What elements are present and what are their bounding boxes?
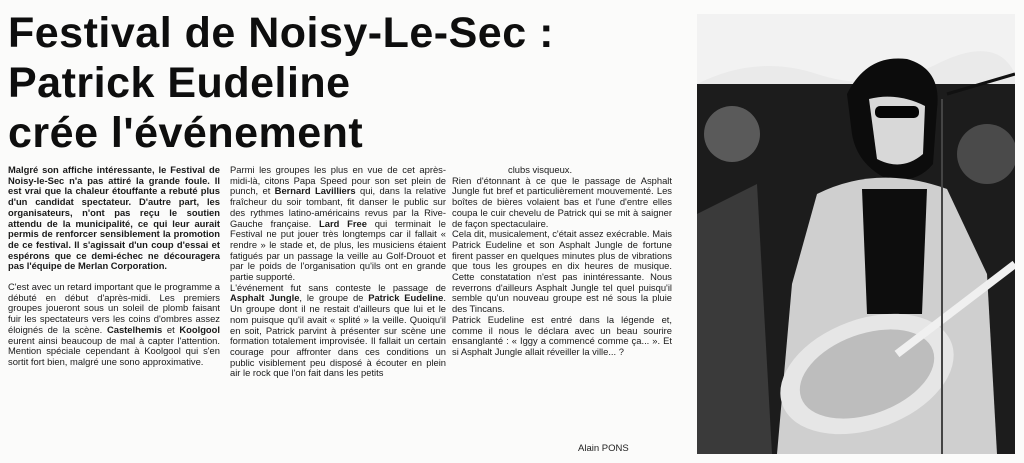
band-name: Lard Free (319, 217, 367, 229)
paragraph-legend: Patrick Eudeline est entré dans la légende et, comme il nous le déclara avec un beau sourire ensanglanté : « Iggy a commencé comme ça... ». Et si Asphalt Jungle allait réveiller la ville... ? (452, 313, 672, 357)
paragraph-groups (230, 165, 446, 283)
headline-line-3: crée l'événement (8, 109, 364, 157)
headline (8, 8, 648, 158)
paragraph-passage: Rien d'étonnant à ce que le passage de Asphalt Jungle fut bref et particulièrement mouvementé. Les boîtes de bières volaient bas et l'une d'entre elles coupa le cuir chevelu de Patrick qui se mit à saigner de façon spectaculaire. (452, 174, 672, 229)
artist-name: Bernard Lavilliers (274, 185, 356, 197)
band-name: Koolgool (179, 323, 220, 335)
text-run: . Un groupe dont il ne restait d'ailleurs que lui et le nom puisque qu'il avait « splité » la veille. Quoiqu'il en soit, Patrick parvint à présenter sur scène une formation totalement improvisée. Il fallait un certain courage pour affronter dans ces conditions un public visiblement peu disposé à écouter en plein air le rock que l'on fait dans les petits (230, 292, 446, 379)
text-run: qui, dans la relative fraîcheur du soir tombant, fit danser le public sur des rythmes latino-américains revus par la Rive-Gauche française. (230, 185, 446, 229)
paragraph-event (230, 283, 446, 379)
text-run: , le groupe de (299, 292, 369, 304)
intro-paragraph: Malgré son affiche intéressante, le Festival de Noisy-le-Sec n'a pas attiré la grande foule. Il est vrai que la chaleur étouffante a rebuté plus d'un candidat spectateur. D'autre part, les organisateurs, n'ont pas reçu le soutien attendu de la municipalité, ce qui leur aurait permis de renforcer sensiblement la promotion de ce festival. Il s'agissait d'un coup d'essai et espérons que ce demi-échec ne découragera pas l'équipe de Merlan Corporation. (8, 164, 220, 272)
text-run: L'événement fut sans conteste le passage de (230, 281, 446, 293)
text-run: qui terminait le Festival ne put jouer très longtemps car il fallait « rendre » le stade et, de plus, les musiciens étaient fatigués par un passage la veille au Golf-Drouot et par le poids de l'organisation qu'ils ont en grande partie supporté. (230, 217, 446, 283)
text-run: Parmi les groupes les plus en vue de cet après-midi-là, citons Papa Speed pour son set plein de punch, et (230, 164, 446, 197)
headline-line-1: Festival de Noisy-Le-Sec : (8, 9, 554, 57)
paragraph-opening (8, 282, 220, 368)
artist-name: Patrick Eudeline (368, 292, 444, 304)
article-column-3 (452, 165, 672, 358)
text-run: et (162, 323, 180, 335)
concert-photo (697, 14, 1015, 454)
headline-line-2: Patrick Eudeline (8, 59, 351, 107)
band-name: Asphalt Jungle (230, 292, 300, 304)
text-run: eurent ainsi beaucoup de mal à capter l'attention. Mention spéciale cependant à Koolgool qui s'en sortit fort bien, malgré une sono approximative. (8, 334, 220, 367)
text-run: C'est avec un retard important que le programme a débuté en début d'après-midi. Les premiers groupes joueront sous un soleil de plomb faisant fuir les spectateurs vers les coins d'ombres assez éloignés de la scène. (8, 281, 220, 335)
band-name: Castelhemis (106, 323, 163, 335)
author-signature: Alain PONS (578, 443, 629, 454)
paragraph-continuation: clubs visqueux. (508, 164, 573, 175)
article-column-2 (230, 165, 446, 379)
article-column-1 (8, 165, 220, 368)
paragraph-musically: Cela dit, musicalement, c'était assez exécrable. Mais Patrick Eudeline et son Asphalt Jungle de fortune firent passer en quelques minutes plus de vibrations que tous les groupes en dix heures de musique. Cette constatation n'est pas inintéressante. Nous reverrons d'ailleurs Asphalt Jungle tel quel puisqu'il semble qu'un nouveau groupe est né sous la pluie des Tincans. (452, 228, 672, 315)
